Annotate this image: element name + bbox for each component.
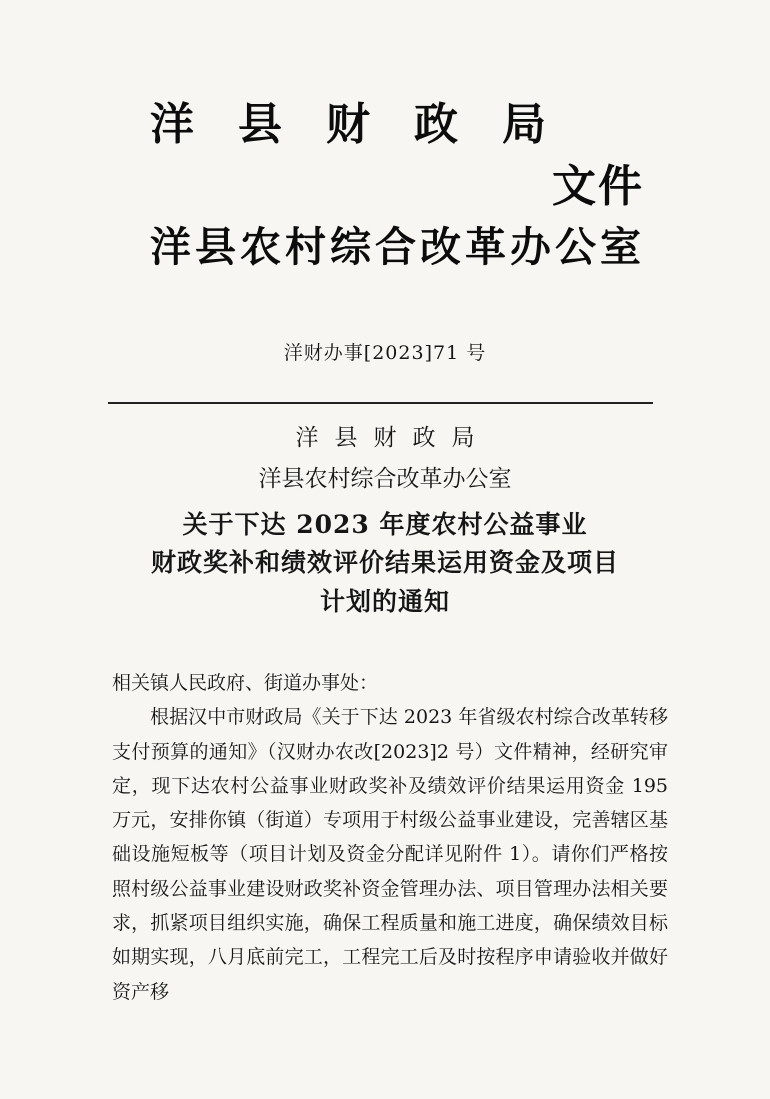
letterhead-issuer-finance-bureau: 洋县财政局: [150, 99, 590, 150]
title-issuer-rural-reform-office: 洋县农村综合改革办公室: [258, 466, 512, 492]
document-number: 洋财办事[2023]71 号: [283, 342, 487, 364]
salutation: 相关镇人民政府、街道办事处：: [112, 672, 379, 694]
header-divider: [108, 402, 653, 404]
letterhead-file-label: 文件: [552, 161, 644, 212]
title-issuer-finance-bureau: 洋县财政局: [295, 425, 491, 451]
document-title-line-2: 财政奖补和绩效评价结果运用资金及项目: [150, 548, 619, 577]
document-title-line-1: 关于下达 2023 年度农村公益事业: [182, 510, 588, 539]
document-title-line-3: 计划的通知: [319, 587, 450, 616]
letterhead-issuer-rural-reform-office: 洋县农村综合改革办公室: [150, 223, 645, 271]
document-body: [112, 666, 668, 1009]
body-paragraph-1: 根据汉中市财政局《关于下达 2023 年省级农村综合改革转移支付预算的通知》（汉财办农改[2023]2 号）文件精神，经研究审定，现下达农村公益事业财政奖补及绩效评价结果运用资金 195 万元，安排你镇（街道）专项用于村级公益事业建设，完善辖区基础设施短板等（项目计划及资金分配详见附件 1）。请你们严格按照村级公益事业建设财政奖补资金管理办法、项目管理办法相关要求，抓紧项目组织实施，确保工程质量和施工进度，确保绩效目标如期实现，八月底前完工，工程完工后及时按程序申请验收并做好资产移: [112, 706, 668, 1003]
